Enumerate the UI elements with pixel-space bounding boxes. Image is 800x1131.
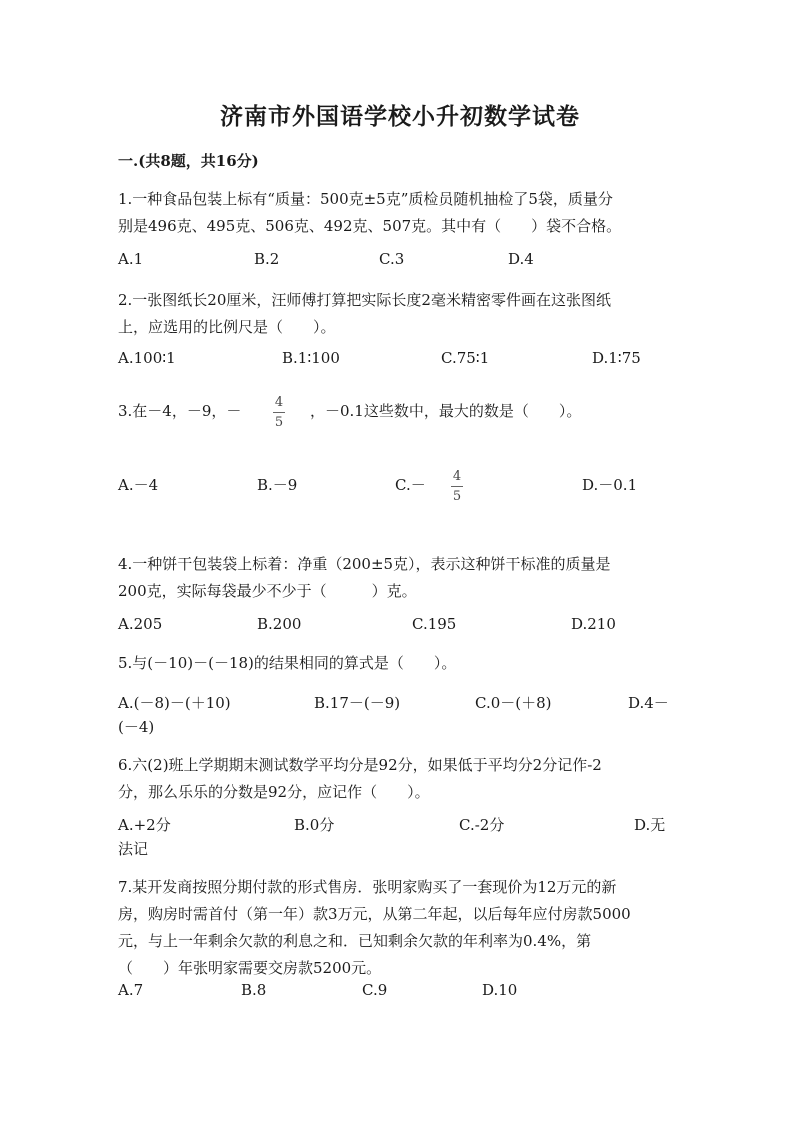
option-c[interactable]: C.-2分: [459, 816, 505, 834]
fraction: [273, 395, 285, 430]
question-text-line: 7.某开发商按照分期付款的形式售房．张明家购买了一套现价为12万元的新: [118, 878, 617, 896]
fraction-denominator: 5: [274, 415, 284, 430]
option-c-fraction: [451, 469, 463, 504]
option-d[interactable]: D.4: [508, 250, 534, 268]
question-4: [118, 551, 688, 605]
fraction-numerator: 4: [274, 395, 284, 410]
question-6: [118, 752, 688, 806]
fraction-bar: [273, 412, 285, 413]
question-5: [118, 650, 688, 677]
question-text-prefix: 3.在－4，－9，－: [118, 402, 242, 420]
option-a[interactable]: A.7: [118, 981, 144, 999]
option-b[interactable]: B.8: [241, 981, 267, 999]
option-b[interactable]: B.17－(－9): [314, 694, 401, 712]
option-c[interactable]: C.0－(＋8): [475, 694, 552, 712]
page-title: 济南市外国语学校小升初数学试卷: [220, 103, 580, 130]
option-d[interactable]: D.1∶75: [592, 349, 641, 367]
option-a[interactable]: A.205: [118, 615, 163, 633]
question-1: [118, 186, 688, 240]
option-a[interactable]: A.(－8)－(＋10): [118, 694, 231, 712]
option-c[interactable]: C.3: [379, 250, 405, 268]
option-d[interactable]: D.无: [634, 816, 666, 834]
question-text-line: 200克，实际每袋最少不少于（ ）克。: [118, 582, 417, 600]
option-d[interactable]: D.10: [482, 981, 518, 999]
option-a[interactable]: A.1: [118, 250, 144, 268]
question-text-line: （ ）年张明家需要交房款5200元。: [118, 959, 382, 977]
fraction-denominator: 5: [452, 489, 462, 504]
option-b[interactable]: B.0分: [294, 816, 335, 834]
option-c[interactable]: C.－: [395, 476, 426, 494]
option-c[interactable]: C.9: [362, 981, 388, 999]
option-b[interactable]: B.－9: [257, 476, 298, 494]
option-b[interactable]: B.200: [257, 615, 302, 633]
question-7: [118, 874, 688, 982]
fraction-bar: [451, 486, 463, 487]
question-text-line: 房，购房时需首付（第一年）款3万元，从第二年起，以后每年应付房款5000: [118, 905, 631, 923]
question-2: [118, 287, 688, 341]
question-text-line: 6.六(2)班上学期期末测试数学平均分是92分，如果低于平均分2分记作-2: [118, 756, 602, 774]
question-text-line: 2.一张图纸长20厘米，汪师傅打算把实际长度2毫米精密零件画在这张图纸: [118, 291, 611, 309]
question-text-line: 别是496克、495克、506克、492克、507克。其中有（ ）袋不合格。: [118, 217, 622, 235]
option-d-continued: (－4): [118, 718, 155, 736]
section-header: 一.(共8题，共16分): [118, 152, 259, 170]
option-b[interactable]: B.1∶100: [282, 349, 340, 367]
question-text-line: 上，应选用的比例尺是（ ）。: [118, 318, 336, 336]
question-text-line: 1.一种食品包装上标有“质量：500克±5克”质检员随机抽检了5袋，质量分: [118, 190, 613, 208]
question-text-line: 分，那么乐乐的分数是92分，应记作（ ）。: [118, 783, 430, 801]
question-text-suffix: ，－0.1这些数中，最大的数是（ ）。: [310, 402, 582, 420]
option-b[interactable]: B.2: [254, 250, 280, 268]
option-a[interactable]: A.+2分: [118, 816, 171, 834]
option-a[interactable]: A.－4: [118, 476, 159, 494]
option-d-continued: 法记: [118, 840, 149, 858]
option-c[interactable]: C.75∶1: [441, 349, 490, 367]
option-d[interactable]: D.210: [571, 615, 616, 633]
option-a[interactable]: A.100∶1: [118, 349, 176, 367]
fraction-numerator: 4: [452, 469, 462, 484]
question-text-line: 5.与(－10)－(－18)的结果相同的算式是（ ）。: [118, 654, 457, 672]
option-c[interactable]: C.195: [412, 615, 457, 633]
question-text-line: 4.一种饼干包装袋上标着：净重（200±5克），表示这种饼干标准的质量是: [118, 555, 611, 573]
question-text-line: 元，与上一年剩余欠款的利息之和．已知剩余欠款的年利率为0.4%，第: [118, 932, 592, 950]
option-d[interactable]: D.4－: [628, 694, 669, 712]
option-d[interactable]: D.－0.1: [582, 476, 638, 494]
